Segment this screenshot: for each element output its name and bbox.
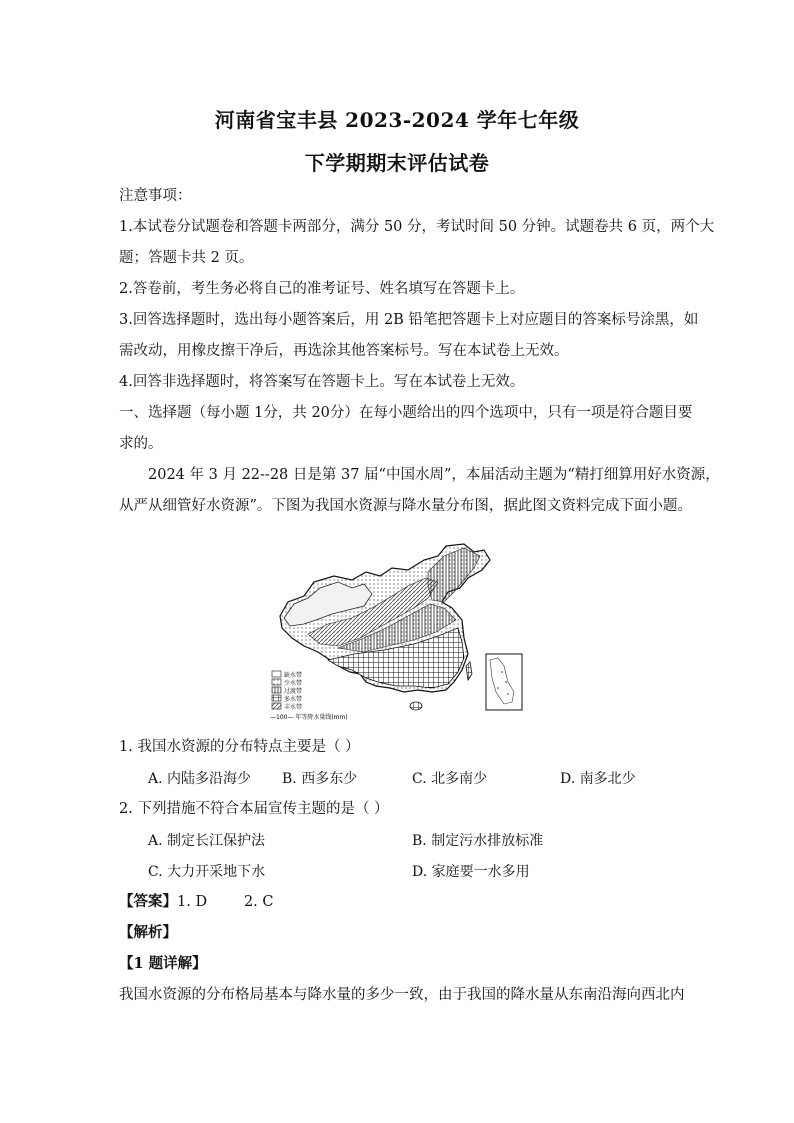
notice-item-3a: 3.回答选择题时，选出每小题答案后，用 2B 铅笔把答题卡上对应题目的答案标号涂黑，如 xyxy=(119,312,699,328)
notice-heading: 注意事项： xyxy=(119,188,192,204)
analysis-label: 【解析】 xyxy=(119,924,177,941)
legend-label-3: 过渡带 xyxy=(284,688,303,695)
isoline-legend: —100— 年等降水量线(mm) xyxy=(270,714,348,721)
q1-analysis-text: 我国水资源的分布格局基本与降水量的多少一致，由于我国的降水量从东南沿海向西北内 xyxy=(119,987,685,1003)
legend-label-1: 缺水带 xyxy=(284,672,303,679)
q2-stem: 2. 下列措施不符合本届宣传主题的是（ ） xyxy=(119,801,389,817)
q1-analysis-label: 【1 题详解】 xyxy=(119,955,207,972)
notice-item-2: 2.答卷前，考生务必将自己的准考证号、姓名填写在答题卡上。 xyxy=(119,281,525,297)
document-title-line1: 河南省宝丰县 2023-2024 学年七年级 xyxy=(214,108,580,132)
q1-stem: 1. 我国水资源的分布特点主要是（ ） xyxy=(119,739,360,755)
q1-option-c: C. 北多南少 xyxy=(412,771,488,787)
passage-line-2: 从严从细管好水资源”。下图为我国水资源与降水量分布图，据此图文资料完成下面小题。 xyxy=(119,498,692,514)
notice-item-1a: 1.本试卷分试题卷和答题卡两部分，满分 50 分，考试时间 50 分钟。试题卷共 6 页，两个大 xyxy=(119,219,715,235)
notice-item-1b: 题；答题卡共 2 页。 xyxy=(119,250,254,266)
legend-label-5: 丰水带 xyxy=(284,704,303,711)
q1-option-a: A. 内陆多沿海少 xyxy=(148,771,252,787)
answer-label: 【答案】 xyxy=(119,893,177,910)
section1-heading-b: 求的。 xyxy=(119,436,163,452)
section1-heading-a: 一、选择题（每小题 1分，共 20分）在每小题给出的四个选项中，只有一项是符合题目要 xyxy=(119,405,693,421)
notice-item-3b: 需改动，用橡皮擦干净后，再选涂其他答案标号。写在本试卷上无效。 xyxy=(119,343,569,359)
map-legend xyxy=(270,671,348,721)
q2-option-b: B. 制定污水排放标准 xyxy=(412,833,544,849)
q2-option-a: A. 制定长江保护法 xyxy=(148,833,266,849)
answer-text: 1. D 2. C xyxy=(177,894,274,910)
q1-option-b: B. 西多东少 xyxy=(282,771,358,787)
water-resource-map xyxy=(268,542,526,722)
legend-label-4: 多水带 xyxy=(284,696,303,703)
q1-option-d: D. 南多北少 xyxy=(560,771,636,787)
notice-item-4: 4.回答非选择题时，将答案写在答题卡上。写在本试卷上无效。 xyxy=(119,374,525,390)
q2-option-d: D. 家庭要一水多用 xyxy=(412,864,530,880)
legend-label-2: 少水带 xyxy=(284,680,303,687)
q2-option-c: C. 大力开采地下水 xyxy=(148,864,266,880)
south-china-sea-inset xyxy=(486,654,522,710)
passage-line-1: 2024 年 3 月 22--28 日是第 37 届“中国水周”，本届活动主题为“精打细算用好水资源， xyxy=(148,467,720,483)
document-title-line2: 下学期期末评估试卷 xyxy=(304,151,490,175)
answer-line xyxy=(119,892,679,912)
